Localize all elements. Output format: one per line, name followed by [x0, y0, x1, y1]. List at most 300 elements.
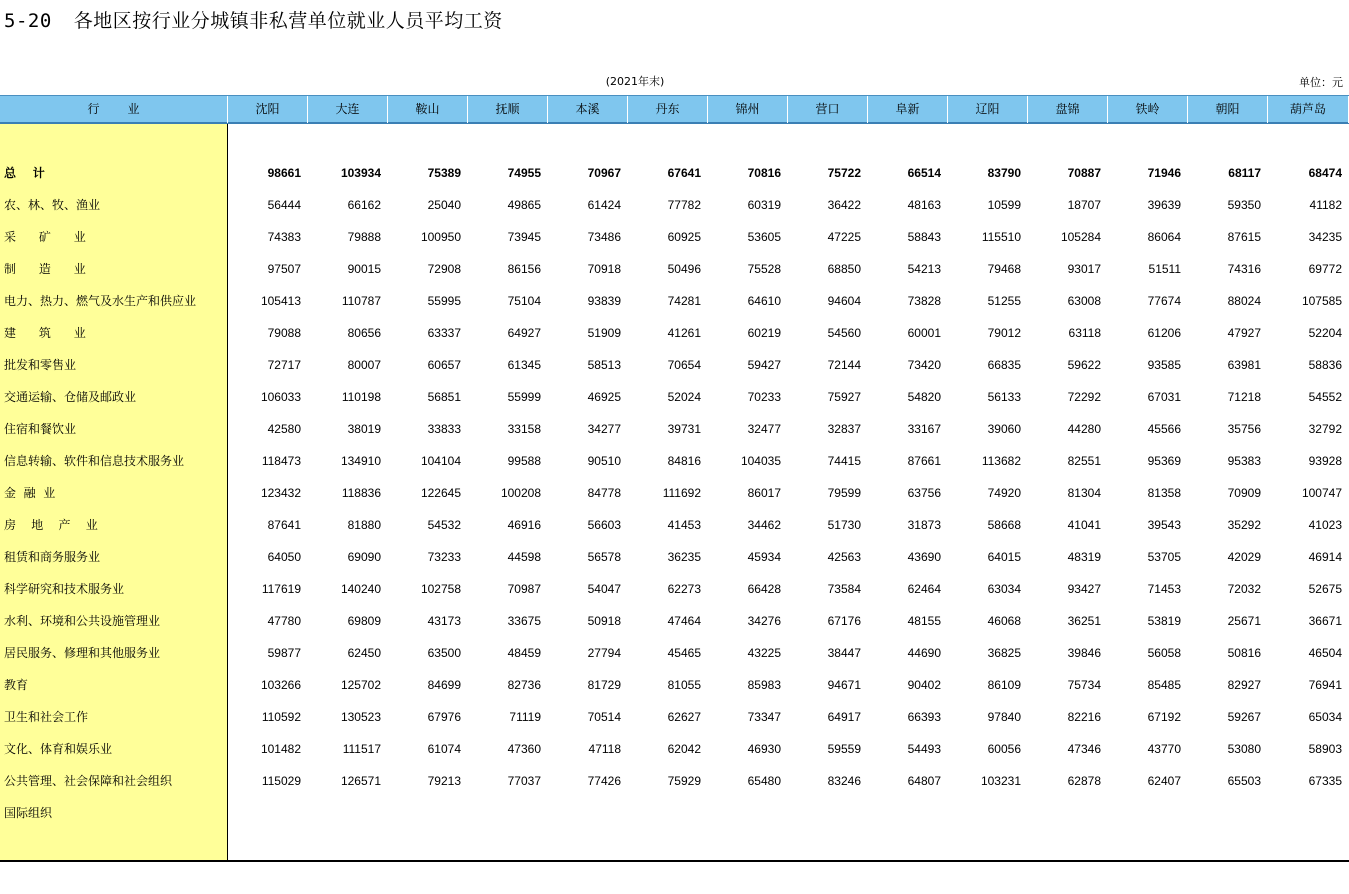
table-row	[0, 413, 1349, 445]
table-cell: 67192	[1147, 710, 1181, 724]
table-cell: 56578	[587, 550, 621, 564]
table-cell: 74920	[987, 486, 1021, 500]
table-cell: 80656	[347, 326, 381, 340]
row-label: 卫生和社会工作	[4, 710, 89, 724]
table-cell: 39639	[1147, 198, 1181, 212]
table-cell: 73945	[507, 230, 541, 244]
table-cell: 93928	[1308, 454, 1342, 468]
table-cell: 65480	[747, 774, 781, 788]
table-cell: 35756	[1227, 422, 1261, 436]
table-cell: 43173	[427, 614, 461, 628]
table-cell: 34462	[747, 518, 781, 532]
table-cell: 100208	[500, 486, 541, 500]
table-cell: 125702	[340, 678, 381, 692]
table-cell: 70887	[1067, 166, 1101, 180]
table-cell: 70918	[587, 262, 621, 276]
table-cell: 36251	[1067, 614, 1101, 628]
table-cell: 111517	[342, 742, 381, 756]
row-label: 居民服务、修理和其他服务业	[4, 646, 161, 660]
table-cell: 49865	[507, 198, 541, 212]
table-cell: 59427	[747, 358, 781, 372]
table-cell: 56851	[427, 390, 461, 404]
table-cell: 103934	[340, 166, 381, 180]
table-cell: 110198	[341, 390, 381, 404]
table-cell: 46925	[587, 390, 621, 404]
table-cell: 33833	[427, 422, 461, 436]
table-cell: 45934	[747, 550, 781, 564]
table-cell: 52204	[1308, 326, 1342, 340]
table-cell: 46504	[1308, 646, 1342, 660]
table-row	[0, 605, 1349, 637]
table-cell: 47780	[267, 614, 301, 628]
table-cell: 110592	[261, 710, 301, 724]
table-cell: 52024	[667, 390, 701, 404]
table-cell: 81358	[1147, 486, 1181, 500]
table-cell: 72717	[267, 358, 301, 372]
table-row	[0, 701, 1349, 733]
table-cell: 54560	[827, 326, 861, 340]
table-cell: 25671	[1227, 614, 1261, 628]
table-cell: 87615	[1227, 230, 1261, 244]
table-cell: 39543	[1147, 518, 1181, 532]
table-cell: 60657	[427, 358, 461, 372]
table-cell: 110787	[341, 294, 381, 308]
table-cell: 41261	[667, 326, 701, 340]
table-cell: 64015	[987, 550, 1021, 564]
table-cell: 18707	[1067, 198, 1101, 212]
table-cell: 113682	[981, 454, 1021, 468]
table-row	[0, 573, 1349, 605]
table-cell	[228, 797, 301, 829]
table-row	[0, 317, 1349, 349]
table-cell: 87661	[907, 454, 941, 468]
table-cell: 75734	[1067, 678, 1101, 692]
table-cell: 97840	[987, 710, 1021, 724]
header-city: 营口	[788, 96, 868, 123]
row-label: 国际组织	[4, 806, 53, 820]
table-cell: 83790	[987, 166, 1021, 180]
table-cell: 90510	[587, 454, 621, 468]
table-cell: 59559	[827, 742, 861, 756]
table-cell: 86017	[747, 486, 781, 500]
table-cell: 81880	[347, 518, 381, 532]
table-cell: 47225	[827, 230, 861, 244]
table-cell: 66835	[987, 358, 1021, 372]
table-cell: 47118	[588, 742, 621, 756]
table-cell: 55995	[427, 294, 461, 308]
table-cell: 90015	[347, 262, 381, 276]
table-cell: 82927	[1227, 678, 1261, 692]
table-cell: 67976	[427, 710, 461, 724]
table-cell: 79888	[347, 230, 381, 244]
table-cell: 44690	[907, 646, 941, 660]
table-cell: 48319	[1067, 550, 1101, 564]
table-cell	[1108, 797, 1181, 829]
table-cell: 34235	[1308, 230, 1342, 244]
table-cell: 130523	[340, 710, 381, 724]
table-cell: 33158	[507, 422, 541, 436]
table-cell: 66162	[347, 198, 381, 212]
table-number: 5-20	[4, 10, 52, 32]
header-city: 朝阳	[1188, 96, 1268, 123]
table-cell	[1268, 797, 1342, 829]
table-cell	[708, 797, 781, 829]
table-row	[0, 733, 1349, 765]
header-city: 沈阳	[228, 96, 308, 123]
table-cell: 74316	[1227, 262, 1261, 276]
table-cell: 74383	[267, 230, 301, 244]
table-cell: 70816	[747, 166, 781, 180]
table-cell: 75528	[747, 262, 781, 276]
table-cell: 118473	[261, 454, 301, 468]
header-city: 大连	[308, 96, 388, 123]
table-cell: 86156	[507, 262, 541, 276]
row-label: 房 地 产 业	[4, 518, 98, 532]
table-cell: 86064	[1147, 230, 1181, 244]
table-cell: 56603	[587, 518, 621, 532]
header-city: 葫芦岛	[1268, 96, 1349, 123]
table-cell: 75104	[507, 294, 541, 308]
table-cell: 53605	[747, 230, 781, 244]
row-label: 电力、热力、燃气及水生产和供应业	[4, 294, 197, 308]
table-cell: 115029	[261, 774, 301, 788]
table-cell: 77674	[1147, 294, 1181, 308]
table-cell: 63981	[1227, 358, 1261, 372]
table-cell: 70967	[587, 166, 621, 180]
table-cell: 76941	[1308, 678, 1342, 692]
table-cell: 58903	[1308, 742, 1342, 756]
table-row	[0, 445, 1349, 477]
table-cell: 74281	[667, 294, 701, 308]
table-cell: 75929	[667, 774, 701, 788]
table-cell: 45465	[667, 646, 701, 660]
table-cell: 61424	[587, 198, 621, 212]
table-cell: 53819	[1147, 614, 1181, 628]
table-cell: 82736	[507, 678, 541, 692]
table-cell: 61074	[427, 742, 461, 756]
table-cell: 46068	[987, 614, 1021, 628]
header-city: 本溪	[548, 96, 628, 123]
table-cell: 85485	[1147, 678, 1181, 692]
table-cell: 47346	[1067, 742, 1101, 756]
table-cell: 73486	[587, 230, 621, 244]
data-table	[0, 95, 1349, 862]
table-cell: 64050	[267, 550, 301, 564]
table-cell: 64610	[747, 294, 781, 308]
table-cell: 80007	[347, 358, 381, 372]
table-cell: 97507	[267, 262, 301, 276]
table-cell: 41023	[1308, 518, 1342, 532]
table-row	[0, 765, 1349, 797]
table-cell: 36235	[667, 550, 701, 564]
table-cell: 103231	[980, 774, 1021, 788]
table-cell: 47927	[1227, 326, 1261, 340]
header-city: 鞍山	[388, 96, 468, 123]
row-label: 租赁和商务服务业	[4, 550, 101, 564]
table-cell: 43690	[907, 550, 941, 564]
table-cell: 104104	[420, 454, 461, 468]
row-label: 水利、环境和公共设施管理业	[4, 614, 161, 628]
page-title	[4, 6, 503, 33]
table-cell: 72144	[827, 358, 861, 372]
table-cell: 41182	[1309, 198, 1342, 212]
table-cell	[548, 797, 621, 829]
table-cell: 107585	[1301, 294, 1342, 308]
table-cell: 126571	[340, 774, 381, 788]
table-cell: 59350	[1227, 198, 1261, 212]
table-cell: 58668	[987, 518, 1021, 532]
table-row	[0, 797, 1349, 829]
table-cell: 93017	[1067, 262, 1101, 276]
row-label: 住宿和餐饮业	[4, 422, 77, 436]
table-cell: 50816	[1227, 646, 1261, 660]
header-city: 盘锦	[1028, 96, 1108, 123]
table-cell: 99588	[507, 454, 541, 468]
table-cell: 54820	[907, 390, 941, 404]
table-cell: 104035	[740, 454, 781, 468]
table-cell: 63500	[427, 646, 461, 660]
table-cell: 62464	[907, 582, 941, 596]
table-cell: 73233	[427, 550, 461, 564]
header-city: 辽阳	[948, 96, 1028, 123]
table-cell: 77037	[507, 774, 541, 788]
table-cell: 25040	[427, 198, 461, 212]
table-cell: 66393	[907, 710, 941, 724]
table-cell: 94604	[827, 294, 861, 308]
header-city: 阜新	[868, 96, 948, 123]
row-label: 交通运输、仓储及邮政业	[4, 390, 137, 404]
header-city: 丹东	[628, 96, 708, 123]
table-cell: 51255	[987, 294, 1021, 308]
table-cell	[788, 797, 861, 829]
table-cell: 83246	[827, 774, 861, 788]
table-cell: 68117	[1228, 166, 1261, 180]
table-row	[0, 477, 1349, 509]
table-cell: 43225	[747, 646, 781, 660]
table-cell: 10599	[987, 198, 1021, 212]
table-cell: 59877	[267, 646, 301, 660]
table-cell: 55999	[507, 390, 541, 404]
table-cell: 98661	[267, 166, 301, 180]
table-cell: 105413	[260, 294, 301, 308]
table-cell: 75927	[827, 390, 861, 404]
table-cell: 79088	[267, 326, 301, 340]
table-row	[0, 221, 1349, 253]
table-cell: 69772	[1308, 262, 1342, 276]
table-cell: 36671	[1308, 614, 1342, 628]
table-cell: 84699	[427, 678, 461, 692]
table-cell: 34276	[747, 614, 781, 628]
table-cell: 56133	[987, 390, 1021, 404]
row-label: 公共管理、社会保障和社会组织	[4, 774, 173, 788]
table-cell: 93585	[1147, 358, 1181, 372]
table-cell: 56058	[1147, 646, 1181, 660]
table-cell: 47464	[667, 614, 701, 628]
row-label: 批发和零售业	[4, 358, 77, 372]
table-cell: 41453	[667, 518, 701, 532]
table-cell: 54047	[587, 582, 621, 596]
table-cell: 60925	[667, 230, 701, 244]
table-cell: 67031	[1147, 390, 1181, 404]
table-cell: 50496	[667, 262, 701, 276]
table-cell: 46914	[1308, 550, 1342, 564]
table-cell: 47360	[507, 742, 541, 756]
table-cell: 51511	[1148, 262, 1181, 276]
table-cell: 63118	[1068, 326, 1101, 340]
row-label: 文化、体育和娱乐业	[4, 742, 113, 756]
table-cell: 79213	[427, 774, 461, 788]
table-cell: 42580	[267, 422, 301, 436]
table-cell: 39060	[987, 422, 1021, 436]
header-city: 铁岭	[1108, 96, 1188, 123]
table-cell: 33675	[507, 614, 541, 628]
table-cell: 63008	[1067, 294, 1101, 308]
table-cell: 58513	[587, 358, 621, 372]
table-cell: 33167	[907, 422, 941, 436]
table-cell: 62450	[347, 646, 381, 660]
table-cell: 63756	[907, 486, 941, 500]
table-cell: 42563	[827, 550, 861, 564]
table-cell: 118836	[341, 486, 381, 500]
table-cell: 100747	[1301, 486, 1342, 500]
table-cell: 32837	[827, 422, 861, 436]
table-row	[0, 509, 1349, 541]
table-cell: 69090	[347, 550, 381, 564]
table-cell: 66428	[747, 582, 781, 596]
table-cell: 117619	[261, 582, 301, 596]
table-cell: 106033	[260, 390, 301, 404]
table-cell: 63034	[987, 582, 1021, 596]
table-cell: 36825	[987, 646, 1021, 660]
table-cell: 31873	[907, 518, 941, 532]
table-cell: 65034	[1308, 710, 1342, 724]
table-cell: 75722	[827, 166, 861, 180]
header-city: 抚顺	[468, 96, 548, 123]
table-cell: 60056	[987, 742, 1021, 756]
table-cell: 84778	[587, 486, 621, 500]
table-cell: 140240	[340, 582, 381, 596]
table-cell: 36422	[827, 198, 861, 212]
table-cell: 64807	[907, 774, 941, 788]
table-cell: 59622	[1067, 358, 1101, 372]
table-cell	[868, 797, 941, 829]
table-cell: 85983	[747, 678, 781, 692]
table-cell: 58843	[907, 230, 941, 244]
table-cell: 53705	[1147, 550, 1181, 564]
table-cell: 71453	[1147, 582, 1181, 596]
table-cell: 52675	[1308, 582, 1342, 596]
table-cell: 123432	[260, 486, 301, 500]
table-cell: 32792	[1308, 422, 1342, 436]
table-cell: 81055	[667, 678, 701, 692]
table-cell: 73347	[747, 710, 781, 724]
table-cell: 62407	[1147, 774, 1181, 788]
table-cell: 43770	[1147, 742, 1181, 756]
table-cell: 61206	[1147, 326, 1181, 340]
table-cell: 102758	[420, 582, 461, 596]
row-label: 科学研究和技术服务业	[4, 582, 125, 596]
table-cell: 111692	[662, 486, 701, 500]
table-cell: 115510	[981, 230, 1021, 244]
table-row	[0, 541, 1349, 573]
table-cell: 62627	[667, 710, 701, 724]
table-cell	[468, 797, 541, 829]
table-cell: 64917	[827, 710, 861, 724]
table-cell: 82216	[1067, 710, 1101, 724]
table-bottom-border	[0, 860, 1349, 862]
table-cell: 54532	[427, 518, 461, 532]
table-cell: 68474	[1308, 166, 1342, 180]
table-cell	[388, 797, 461, 829]
table-row	[0, 669, 1349, 701]
row-label: 制 造 业	[4, 262, 86, 276]
table-cell: 77782	[667, 198, 701, 212]
table-subtitle: (2021年末)	[605, 75, 665, 88]
table-cell: 48163	[907, 198, 941, 212]
table-cell: 81729	[587, 678, 621, 692]
table-cell: 59267	[1227, 710, 1261, 724]
table-cell: 88024	[1227, 294, 1261, 308]
table-cell: 44280	[1067, 422, 1101, 436]
table-cell: 72292	[1067, 390, 1101, 404]
table-cell: 82551	[1067, 454, 1101, 468]
table-cell: 72032	[1227, 582, 1261, 596]
row-label: 建 筑 业	[4, 326, 86, 340]
table-cell: 86109	[987, 678, 1021, 692]
table-cell: 94671	[827, 678, 861, 692]
table-cell: 90402	[907, 678, 941, 692]
table-cell: 50918	[587, 614, 621, 628]
table-cell: 95383	[1227, 454, 1261, 468]
table-cell: 53080	[1227, 742, 1261, 756]
table-cell: 60319	[747, 198, 781, 212]
table-cell: 51909	[587, 326, 621, 340]
table-cell: 60219	[747, 326, 781, 340]
table-cell: 70909	[1227, 486, 1261, 500]
table-cell: 62273	[667, 582, 701, 596]
table-row	[0, 637, 1349, 669]
table-cell	[1188, 797, 1261, 829]
table-header-row	[0, 95, 1349, 124]
table-cell: 35292	[1227, 518, 1261, 532]
table-cell: 70654	[667, 358, 701, 372]
table-cell: 46930	[747, 742, 781, 756]
table-cell: 27794	[587, 646, 621, 660]
table-cell: 73584	[827, 582, 861, 596]
table-cell: 44598	[507, 550, 541, 564]
row-label: 教育	[4, 678, 29, 692]
table-row	[0, 285, 1349, 317]
table-cell: 68850	[827, 262, 861, 276]
table-cell: 66514	[907, 166, 941, 180]
header-industry: 行业	[0, 96, 228, 123]
table-cell: 72908	[427, 262, 461, 276]
table-cell: 38019	[347, 422, 381, 436]
table-cell: 73420	[907, 358, 941, 372]
table-row	[0, 189, 1349, 221]
table-cell: 93427	[1067, 582, 1101, 596]
table-cell: 71218	[1227, 390, 1261, 404]
table-cell: 87641	[267, 518, 301, 532]
table-cell: 71119	[509, 710, 541, 724]
table-cell: 51730	[827, 518, 861, 532]
table-cell: 79468	[987, 262, 1021, 276]
table-cell: 101482	[260, 742, 301, 756]
table-cell	[308, 797, 381, 829]
table-cell: 93839	[587, 294, 621, 308]
header-city: 锦州	[708, 96, 788, 123]
table-cell: 103266	[260, 678, 301, 692]
